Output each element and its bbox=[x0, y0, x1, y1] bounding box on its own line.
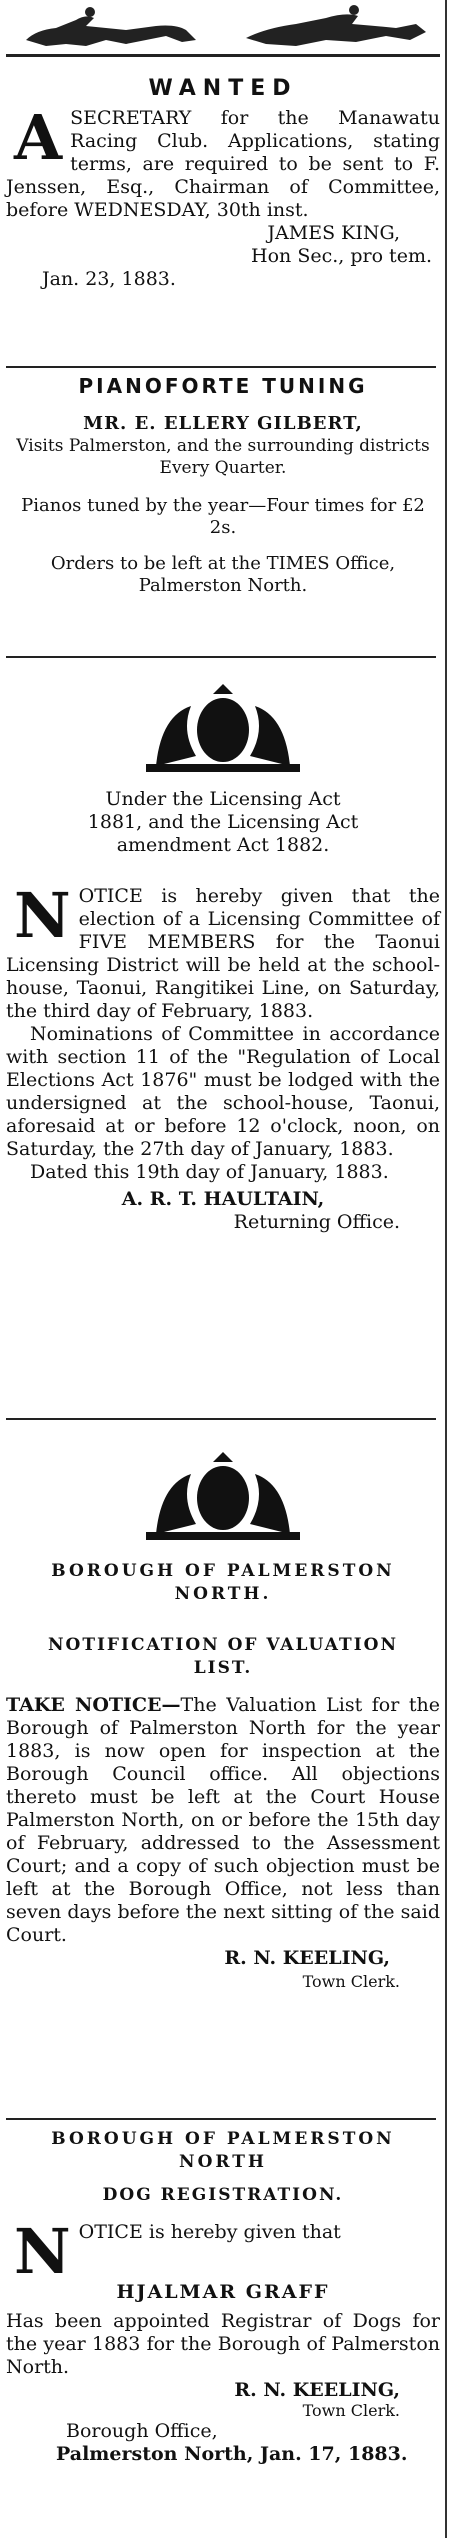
column-rule bbox=[445, 0, 447, 2538]
licensing-dated: Dated this 19th day of January, 1883. bbox=[30, 1161, 389, 1183]
divider-rule bbox=[6, 1418, 436, 1420]
piano-heading: PIANOFORTE TUNING bbox=[78, 374, 368, 398]
divider-rule bbox=[6, 2118, 436, 2120]
pianoforte-advertisement bbox=[6, 374, 440, 597]
wanted-signature: JAMES KING, bbox=[267, 222, 400, 244]
wanted-body-text: SECRETARY for the Manawatu Racing Club. Applications, stating terms, are required to be sent to F. Jenssen, Esq., Chairman of Committee, before WEDNESDAY, 30th inst. bbox=[6, 107, 440, 221]
valuation-lead: TAKE NOTICE— bbox=[6, 1694, 181, 1716]
piano-rate: Pianos tuned by the year—Four times for £2 2s. bbox=[21, 495, 425, 538]
divider-rule bbox=[6, 366, 436, 368]
royal-coat-of-arms-icon bbox=[6, 676, 440, 776]
licensing-notice-paragraph bbox=[6, 879, 440, 1023]
dog-borough: BOROUGH OF PALMERSTON NORTH bbox=[51, 2129, 395, 2172]
divider-rule bbox=[6, 656, 436, 658]
wanted-advertisement bbox=[6, 76, 440, 291]
valuation-heading: NOTIFICATION OF VALUATION LIST. bbox=[47, 1635, 399, 1678]
valuation-body-text: The Valuation List for the Borough of Palmerston North for the year 1883, is now open for inspection at the Borough Council office. All objections thereto must be left at the Court House Palmerston North, on or before the 15th day of February, addressed to the Assessment Court; and a copy of such objection must be left at the Borough Office, not less than seven days before the next sitting of the said Court. bbox=[6, 1694, 441, 1946]
valuation-advertisement bbox=[6, 1560, 440, 1993]
licensing-signature: A. R. T. HAULTAIN, bbox=[121, 1188, 325, 1210]
licensing-drop-cap: N bbox=[14, 879, 71, 952]
valuation-body-paragraph bbox=[6, 1694, 440, 1947]
dog-body: Has been appointed Registrar of Dogs for the year 1883 for the Borough of Palmerston North. bbox=[6, 2310, 440, 2378]
dog-office: Borough Office, bbox=[66, 2420, 218, 2442]
licensing-intro: Under the Licensing Act 1881, and the Licensing Act amendment Act 1882. bbox=[87, 788, 359, 856]
piano-orders: Orders to be left at the TIMES Office, Palmerston North. bbox=[50, 553, 396, 596]
licensing-signature-title: Returning Office. bbox=[233, 1211, 400, 1233]
racehorse-with-jockey-icon bbox=[6, 0, 440, 62]
wanted-drop-cap: A bbox=[14, 101, 63, 174]
licensing-notice-text: OTICE is hereby given that the election of a Licensing Committee of FIVE MEMBERS for the Taonui Licensing District will be held at the school-house, Taonui, Rangitikei Line, on Saturday, the third day of February, 1883. bbox=[6, 885, 440, 1022]
dog-notice-paragraph bbox=[6, 2215, 440, 2288]
valuation-signature: R. N. KEELING, bbox=[224, 1947, 390, 1969]
royal-coat-of-arms-icon bbox=[6, 1444, 440, 1544]
piano-visits: Visits Palmerston, and the surrounding districts Every Quarter. bbox=[16, 436, 430, 478]
dog-signature: R. N. KEELING, bbox=[234, 2379, 400, 2401]
valuation-signature-title: Town Clerk. bbox=[302, 1972, 400, 1991]
licensing-advertisement bbox=[6, 788, 440, 1234]
dog-registrar-name: HJALMAR GRAFF bbox=[116, 2281, 330, 2303]
wanted-date: Jan. 23, 1883. bbox=[42, 268, 176, 290]
valuation-borough: BOROUGH OF PALMERSTON NORTH. bbox=[51, 1561, 395, 1604]
wanted-heading: WANTED bbox=[148, 76, 298, 101]
piano-tuner-name: MR. E. ELLERY GILBERT, bbox=[83, 413, 363, 434]
dog-drop-cap: N bbox=[14, 2215, 71, 2288]
dog-registration-advertisement bbox=[6, 2128, 440, 2466]
wanted-signature-title: Hon Sec., pro tem. bbox=[251, 245, 432, 267]
licensing-nominations: Nominations of Committee in accordance with section 11 of the "Regulation of Local Elections Act 1876" must be lodged with the undersigned at the school-house, Taonui, aforesaid at or before 12 o'clock, noon, on Saturday, the 27th day of January, 1883. bbox=[6, 1023, 440, 1160]
dog-notice-text: OTICE is hereby given that bbox=[78, 2221, 341, 2243]
dog-signature-title: Town Clerk. bbox=[302, 2401, 400, 2420]
dog-heading: DOG REGISTRATION. bbox=[102, 2185, 344, 2205]
dog-date: Palmerston North, Jan. 17, 1883. bbox=[56, 2443, 408, 2465]
wanted-body-paragraph bbox=[6, 101, 440, 222]
